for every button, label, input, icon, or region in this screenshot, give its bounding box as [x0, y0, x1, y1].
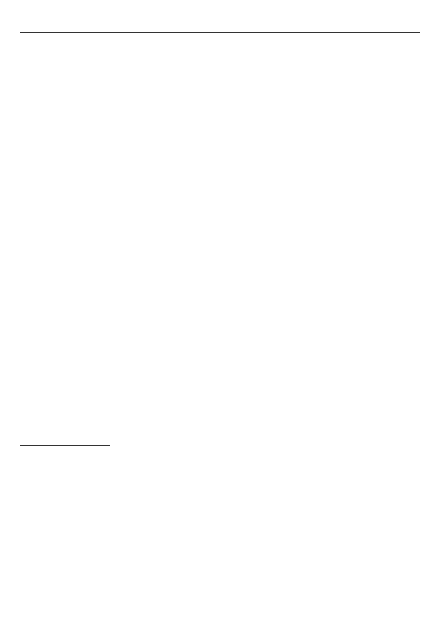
abstract-zh: [20, 114, 420, 198]
affiliation-en: [20, 253, 420, 261]
footnote-rule: [20, 445, 110, 446]
keywords-zh: [20, 200, 420, 210]
title-zh: [20, 58, 420, 74]
footnotes: [20, 449, 420, 599]
running-header: [20, 12, 420, 30]
abstract-en: [20, 267, 420, 423]
keywords-en: [20, 425, 420, 435]
authors-zh: [20, 82, 420, 93]
affiliation-zh: [20, 96, 420, 104]
title-en: [20, 222, 420, 236]
authors-en: [20, 242, 420, 251]
article-meta: [20, 33, 420, 44]
